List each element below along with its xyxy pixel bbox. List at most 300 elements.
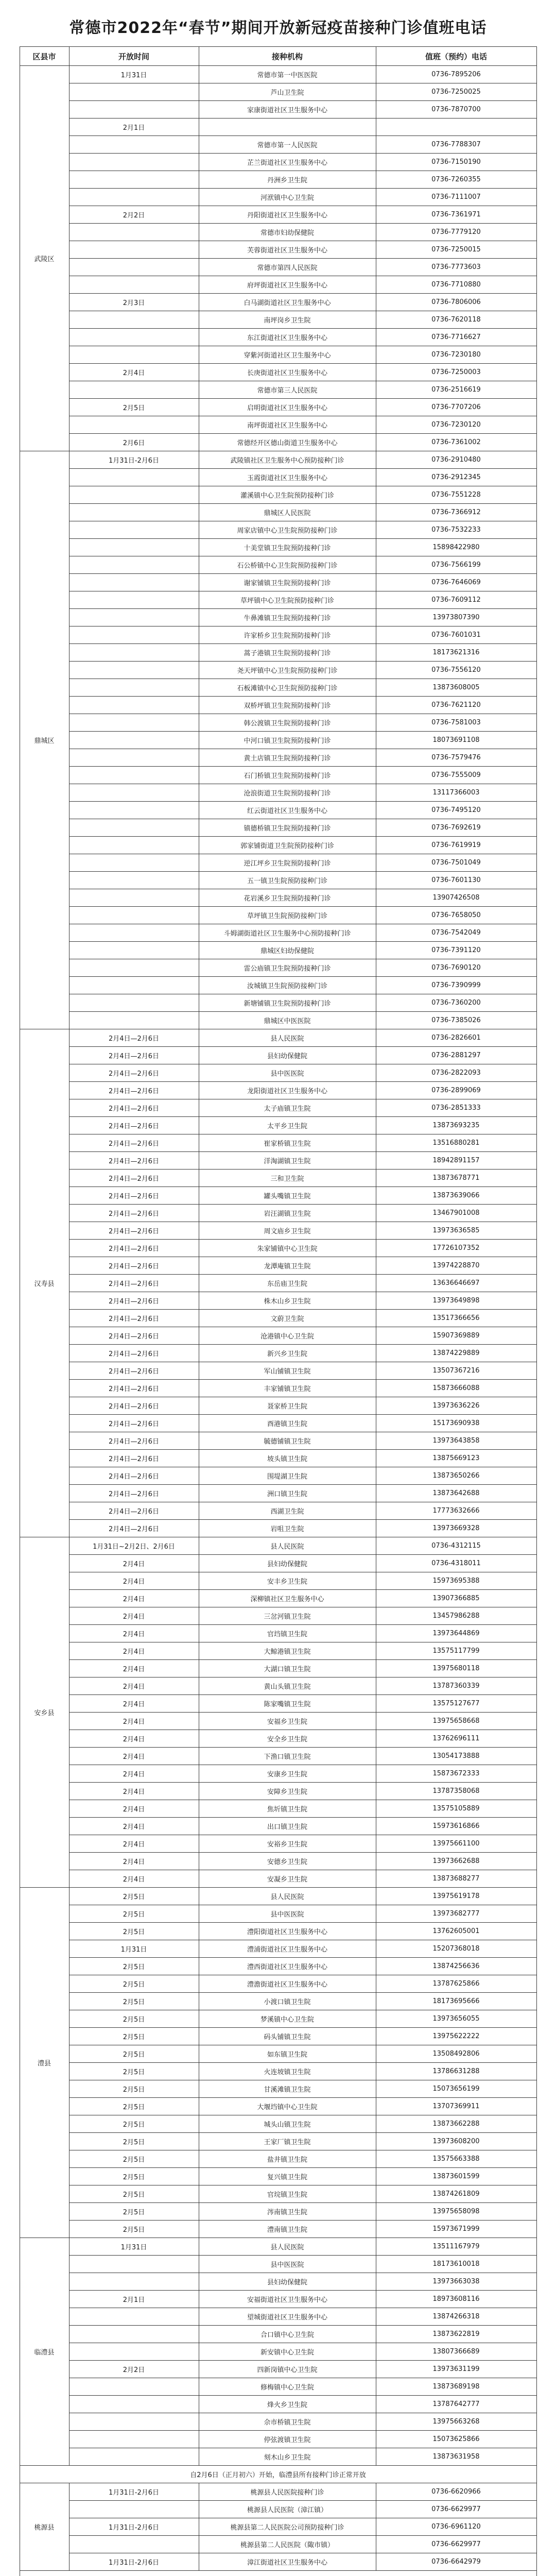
open-time: 2月4日—2月6日 (69, 1064, 199, 1082)
clinic-name: 常德市第四人民医院 (199, 259, 376, 276)
clinic-name: 石门桥镇卫生院预防接种门诊 (199, 767, 376, 784)
open-time: 2月4日—2月6日 (69, 1170, 199, 1187)
clinic-name: 澧澹街道社区卫生服务中心 (199, 1975, 376, 1993)
phone-number: 0736-7230180 (376, 346, 536, 364)
clinic-name: 龙潭庵镇卫生院 (199, 1257, 376, 1275)
open-time (69, 469, 199, 486)
table-row (20, 539, 536, 556)
table-row (20, 2396, 536, 2413)
clinic-name: 西湖卫生院 (199, 1502, 376, 1520)
table-row (20, 1029, 536, 1047)
clinic-name: 东岳庙卫生院 (199, 1275, 376, 1292)
clinic-name: 芦山卫生院 (199, 83, 376, 101)
phone-number: 15207368018 (376, 1940, 536, 1958)
clinic-name: 焦圻镇卫生院 (199, 1800, 376, 1818)
phone-number: 0736-7707206 (376, 399, 536, 416)
phone-number: 0736-7250025 (376, 83, 536, 101)
open-time (69, 2343, 199, 2361)
phone-number: 0736-7250015 (376, 241, 536, 259)
table-row (20, 1888, 536, 1905)
table-row (20, 2168, 536, 2185)
table-row (20, 591, 536, 609)
table-row (20, 399, 536, 416)
clinic-name: 草坪镇卫生院预防接种门诊 (199, 907, 376, 924)
phone-number: 0736-7532233 (376, 521, 536, 539)
table-row (20, 2448, 536, 2466)
phone-number: 0736-7710880 (376, 276, 536, 294)
open-time (69, 2308, 199, 2326)
phone-number: 13467901008 (376, 1205, 536, 1222)
open-time: 2月4日—2月6日 (69, 1310, 199, 1327)
table-row (20, 1730, 536, 1748)
table-row (20, 1993, 536, 2010)
clinic-name: 洲口镇卫生院 (199, 1485, 376, 1502)
phone-number: 0736-7366912 (376, 504, 536, 521)
table-row (20, 574, 536, 591)
phone-number: 13575117799 (376, 1642, 536, 1660)
table-row (20, 1134, 536, 1152)
open-time (69, 2273, 199, 2291)
table-row (20, 2378, 536, 2396)
phone-number: 0736-2881297 (376, 1047, 536, 1064)
note-text (20, 2571, 536, 2576)
clinic-name: 石公桥镇中心卫生院预防接种门诊 (199, 556, 376, 574)
phone-number: 13507367216 (376, 1362, 536, 1380)
open-time (69, 241, 199, 259)
open-time: 2月4日 (69, 1642, 199, 1660)
clinic-name: 雷公庙镇卫生院预防接种门诊 (199, 959, 376, 977)
open-time: 2月4日 (69, 1818, 199, 1835)
table-row (20, 416, 536, 434)
clinic-name: 安裕乡卫生院 (199, 1835, 376, 1853)
clinic-name: 常德市第一人民医院 (199, 136, 376, 154)
phone-number: 15173690938 (376, 1415, 536, 1432)
open-time: 2月4日—2月6日 (69, 1275, 199, 1292)
table-row (20, 1870, 536, 1888)
phone-number: 13975658668 (376, 1713, 536, 1730)
table-row (20, 2501, 536, 2518)
phone-number: 15973695388 (376, 1572, 536, 1590)
table-row (20, 2536, 536, 2553)
clinic-name: 许家桥乡卫生院预防接种门诊 (199, 626, 376, 644)
phone-number: 0736-7601031 (376, 626, 536, 644)
phone-number: 13975622222 (376, 2028, 536, 2045)
clinic-name: 常德市妇幼保健院 (199, 224, 376, 241)
open-time (69, 907, 199, 924)
clinic-name: 大堰垱镇中心卫生院 (199, 2098, 376, 2115)
open-time (69, 942, 199, 959)
phone-number: 0736-7390999 (376, 977, 536, 994)
open-time: 2月4日—2月6日 (69, 1257, 199, 1275)
open-time: 1月31日~2月2日、2月6日 (69, 1537, 199, 1555)
clinic-name: 大鲸港镇卫生院 (199, 1642, 376, 1660)
table-row (20, 2413, 536, 2431)
table-row (20, 1450, 536, 1467)
phone-number: 0736-7609112 (376, 591, 536, 609)
table-row (20, 1502, 536, 1520)
open-time (69, 714, 199, 732)
open-time: 2月4日—2月6日 (69, 1082, 199, 1099)
open-time: 2月4日—2月6日 (69, 1485, 199, 1502)
table-row (20, 1047, 536, 1064)
open-time: 2月2日 (69, 2361, 199, 2378)
phone-number: 15973616866 (376, 1818, 536, 1835)
district-name: 临澧县 (20, 2238, 69, 2466)
table-row (20, 1467, 536, 1485)
clinic-name: 三岔河镇卫生院 (199, 1607, 376, 1625)
open-time: 2月5日 (69, 2028, 199, 2045)
table-row (20, 1677, 536, 1695)
phone-number: 13787360339 (376, 1677, 536, 1695)
clinic-name: 镇德桥镇卫生院预防接种门诊 (199, 819, 376, 837)
phone-number: 13636646697 (376, 1275, 536, 1292)
phone-number: 13873662288 (376, 2115, 536, 2133)
district-name: 澧县 (20, 1888, 69, 2238)
phone-number: 0736-7250003 (376, 364, 536, 381)
clinic-name: 深柳镇社区卫生服务中心 (199, 1590, 376, 1607)
phone-number: 0736-7230120 (376, 416, 536, 434)
phone-number: 18173621316 (376, 644, 536, 662)
table-row (20, 1905, 536, 1923)
table-row (20, 1012, 536, 1029)
table-row (20, 241, 536, 259)
clinic-name: 梦溪镇中心卫生院 (199, 2010, 376, 2028)
phone-number: 13975658098 (376, 2203, 536, 2221)
clinic-name: 澧浦街道社区卫生服务中心 (199, 1940, 376, 1958)
open-time (69, 416, 199, 434)
table-row (20, 714, 536, 732)
table-row (20, 662, 536, 679)
clinic-name: 县妇幼保健院 (199, 1555, 376, 1572)
clinic-name: 如东镇卫生院 (199, 2045, 376, 2063)
open-time (69, 872, 199, 889)
phone-number: 17726107352 (376, 1240, 536, 1257)
open-time: 2月4日 (69, 1800, 199, 1818)
table-row (20, 994, 536, 1012)
table-row (20, 486, 536, 504)
phone-number: 0736-7566199 (376, 556, 536, 574)
table-row (20, 206, 536, 224)
open-time: 2月4日—2月6日 (69, 1205, 199, 1222)
clinic-name: 县中医医院 (199, 1905, 376, 1923)
table-row (20, 2203, 536, 2221)
phone-number: 13907426508 (376, 889, 536, 907)
open-time (69, 679, 199, 697)
phone-number: 0736-6620966 (376, 2483, 536, 2501)
clinic-name: 常德经开区德山街道卫生服务中心 (199, 434, 376, 451)
table-row (20, 1975, 536, 1993)
clinic-name: 佘市桥镇卫生院 (199, 2413, 376, 2431)
phone-number: 0736-7658050 (376, 907, 536, 924)
clinic-name: 新塘铺镇卫生院预防接种门诊 (199, 994, 376, 1012)
phone-number: 13575105889 (376, 1800, 536, 1818)
open-time: 1月31日 (69, 66, 199, 83)
table-row (20, 2343, 536, 2361)
phone-number: 13873608005 (376, 679, 536, 697)
phone-number: 13973662688 (376, 1853, 536, 1870)
clinic-name: 东江街道社区卫生服务中心 (199, 329, 376, 346)
clinic-name: 斗姆湖街道社区卫生服务中心预防接种门诊 (199, 924, 376, 942)
open-time (69, 539, 199, 556)
table-row (20, 2308, 536, 2326)
clinic-name: 望城街道社区卫生服务中心 (199, 2308, 376, 2326)
clinic-name: 谢家铺镇卫生院预防接种门诊 (199, 574, 376, 591)
clinic-name: 芙蓉街道社区卫生服务中心 (199, 241, 376, 259)
open-time: 2月4日 (69, 1853, 199, 1870)
clinic-name: 坡头镇卫生院 (199, 1450, 376, 1467)
table-row (20, 977, 536, 994)
open-time: 2月4日 (69, 1677, 199, 1695)
open-time: 2月5日 (69, 2150, 199, 2168)
open-time (69, 504, 199, 521)
phone-number: 0736-2910480 (376, 451, 536, 469)
open-time (69, 697, 199, 714)
table-row (20, 1187, 536, 1205)
open-time: 2月4日 (69, 1748, 199, 1765)
phone-number: 0736-7690120 (376, 959, 536, 977)
table-row (20, 1695, 536, 1713)
open-time (69, 171, 199, 189)
clinic-name: 三和卫生院 (199, 1170, 376, 1187)
table-row (20, 1642, 536, 1660)
open-time: 1月31日 (69, 1940, 199, 1958)
table-row (20, 83, 536, 101)
note-row (20, 2466, 536, 2483)
open-time (69, 977, 199, 994)
clinic-name: 文蔚卫生院 (199, 1310, 376, 1327)
district-name: 武陵区 (20, 66, 69, 451)
open-time: 2月2日 (69, 206, 199, 224)
table-row (20, 1923, 536, 1940)
open-time: 2月4日—2月6日 (69, 1415, 199, 1432)
open-time (69, 154, 199, 171)
table-row (20, 154, 536, 171)
phone-number: 0736-7501049 (376, 854, 536, 872)
table-row (20, 767, 536, 784)
phone-number: 18073691108 (376, 732, 536, 749)
phone-number: 13511167979 (376, 2238, 536, 2256)
clinic-name: 甘溪滩镇卫生院 (199, 2080, 376, 2098)
phone-number: 13873601599 (376, 2168, 536, 2185)
clinic-name: 崔家桥镇卫生院 (199, 1134, 376, 1152)
clinic-name: 蒿子港镇卫生院预防接种门诊 (199, 644, 376, 662)
phone-number: 13975680118 (376, 1660, 536, 1677)
clinic-name: 修梅镇中心卫生院 (199, 2378, 376, 2396)
clinic-name: 县人民医院 (199, 2238, 376, 2256)
phone-number: 0736-7260355 (376, 171, 536, 189)
clinic-name: 逆江坪乡卫生院预防接种门诊 (199, 854, 376, 872)
phone-number: 0736-6642979 (376, 2553, 536, 2571)
phone-number: 13873678771 (376, 1170, 536, 1187)
open-time: 2月4日—2月6日 (69, 1222, 199, 1240)
open-time: 2月4日 (69, 1590, 199, 1607)
clinic-name: 韩公渡镇卫生院预防接种门诊 (199, 714, 376, 732)
clinic-name: 丹阳街道社区卫生服务中心 (199, 206, 376, 224)
table-row (20, 1415, 536, 1432)
phone-number: 0736-7360200 (376, 994, 536, 1012)
phone-number: 0736-6961120 (376, 2518, 536, 2536)
open-time: 2月4日 (69, 1765, 199, 1783)
phone-number: 13873642688 (376, 1485, 536, 1502)
clinic-name: 丹洲乡卫生院 (199, 171, 376, 189)
phone-number: 0736-2899069 (376, 1082, 536, 1099)
table-row (20, 1940, 536, 1958)
table-row (20, 294, 536, 311)
phone-number: 0736-7601130 (376, 872, 536, 889)
open-time (69, 224, 199, 241)
open-time (69, 2378, 199, 2396)
clinic-name: 汝城镇卫生院预防接种门诊 (199, 977, 376, 994)
clinic-name: 桃源县第二人民医院（陬市镇） (199, 2536, 376, 2553)
clinic-name: 牛鼻滩镇卫生院预防接种门诊 (199, 609, 376, 626)
phone-number: 13787625866 (376, 1975, 536, 1993)
clinic-name: 穿紫河街道社区卫生服务中心 (199, 346, 376, 364)
table-row (20, 1958, 536, 1975)
open-time (69, 749, 199, 767)
open-time (69, 644, 199, 662)
table-row (20, 854, 536, 872)
table-row (20, 907, 536, 924)
open-time: 2月4日 (69, 1783, 199, 1800)
phone-number: 0736-7773603 (376, 259, 536, 276)
phone-number: 13975663268 (376, 2413, 536, 2431)
open-time: 2月4日—2月6日 (69, 1152, 199, 1170)
table-row (20, 311, 536, 329)
clinic-name: 安福街道社区卫生服务中心 (199, 2291, 376, 2308)
table-row (20, 2238, 536, 2256)
phone-number: 0736-7579476 (376, 749, 536, 767)
clinic-name: 安凝乡卫生院 (199, 1870, 376, 1888)
phone-number: 13117366003 (376, 784, 536, 802)
phone-number: 13973663038 (376, 2273, 536, 2291)
clinic-name: 新安镇中心卫生院 (199, 2343, 376, 2361)
table-row (20, 469, 536, 486)
table-row (20, 1660, 536, 1677)
phone-number: 15973671999 (376, 2221, 536, 2238)
clinic-name: 王家厂镇卫生院 (199, 2133, 376, 2150)
open-time: 2月4日—2月6日 (69, 1134, 199, 1152)
open-time: 2月4日 (69, 1607, 199, 1625)
phone-number: 0736-7385026 (376, 1012, 536, 1029)
open-time: 2月4日 (69, 1660, 199, 1677)
open-time: 2月4日—2月6日 (69, 1029, 199, 1047)
open-time: 2月4日—2月6日 (69, 1380, 199, 1397)
table-row (20, 1310, 536, 1327)
open-time: 2月5日 (69, 2185, 199, 2203)
clinic-name: 丰家铺镇卫生院 (199, 1380, 376, 1397)
open-time: 2月1日 (69, 118, 199, 136)
open-time: 2月4日—2月6日 (69, 1047, 199, 1064)
clinic-name: 涔南镇卫生院 (199, 2203, 376, 2221)
phone-number: 13874261809 (376, 2185, 536, 2203)
note-text: 自2月6日（正月初六）开始，临澧县所有接种门诊正常开放 (20, 2466, 536, 2483)
clinic-name: 十美堂镇卫生院预防接种门诊 (199, 539, 376, 556)
table-row (20, 2010, 536, 2028)
phone-number: 13873622819 (376, 2326, 536, 2343)
open-time: 2月4日—2月6日 (69, 1432, 199, 1450)
clinic-name: 刻木山乡卫生院 (199, 2448, 376, 2466)
clinic-name: 安康乡卫生院 (199, 1765, 376, 1783)
clinic-name: 火连坡镇卫生院 (199, 2063, 376, 2080)
open-time: 2月4日—2月6日 (69, 1327, 199, 1345)
clinic-name: 鼎城区中医医院 (199, 1012, 376, 1029)
clinic-name: 龙阳街道社区卫生服务中心 (199, 1082, 376, 1099)
table-row (20, 1397, 536, 1415)
clinic-name: 军山铺镇卫生院 (199, 1362, 376, 1380)
phone-number: 13874266318 (376, 2308, 536, 2326)
open-time: 2月4日—2月6日 (69, 1187, 199, 1205)
clinic-name: 酉港镇卫生院 (199, 1415, 376, 1432)
open-time: 2月4日 (69, 1713, 199, 1730)
clinic-name: 沧港镇中心卫生院 (199, 1327, 376, 1345)
table-row (20, 346, 536, 364)
clinic-name: 黄山头镇卫生院 (199, 1677, 376, 1695)
table-row (20, 626, 536, 644)
table-body (20, 66, 536, 2576)
phone-number: 13807366689 (376, 2343, 536, 2361)
table-row (20, 1748, 536, 1765)
open-time: 2月1日 (69, 2291, 199, 2308)
phone-number: 13516880281 (376, 1134, 536, 1152)
clinic-name: 安德乡卫生院 (199, 1853, 376, 1870)
table-row (20, 2098, 536, 2115)
table-row (20, 1783, 536, 1800)
table-row (20, 136, 536, 154)
schedule-table (20, 46, 537, 2576)
table-row (20, 2361, 536, 2378)
open-time: 2月4日—2月6日 (69, 1099, 199, 1117)
phone-number: 13874229889 (376, 1345, 536, 1362)
clinic-name: 县妇幼保健院 (199, 1047, 376, 1064)
clinic-name: 合口镇中心卫生院 (199, 2326, 376, 2343)
table-row (20, 1572, 536, 1590)
clinic-name: 周家店镇中心卫生院预防接种门诊 (199, 521, 376, 539)
open-time (69, 329, 199, 346)
open-time: 2月4日—2月6日 (69, 1117, 199, 1134)
phone-number: 0736-7619919 (376, 837, 536, 854)
phone-number: 0736-6629977 (376, 2501, 536, 2518)
table-row (20, 2045, 536, 2063)
phone-number: 18942891157 (376, 1152, 536, 1170)
clinic-name: 常德市第一中医医院 (199, 66, 376, 83)
phone-number: 18173695666 (376, 1993, 536, 2010)
table-row (20, 959, 536, 977)
table-row (20, 1432, 536, 1450)
clinic-name: 南坪街道社区卫生服务中心 (199, 416, 376, 434)
phone-number: 0736-7779120 (376, 224, 536, 241)
phone-number: 13875669123 (376, 1450, 536, 1467)
open-time (69, 2396, 199, 2413)
open-time: 2月6日 (69, 434, 199, 451)
table-row (20, 837, 536, 854)
table-row (20, 1853, 536, 1870)
table-row (20, 732, 536, 749)
phone-number: 13054173888 (376, 1748, 536, 1765)
table-row (20, 434, 536, 451)
open-time (69, 189, 199, 206)
phone-number: 0736-7646069 (376, 574, 536, 591)
district-name: 鼎城区 (20, 451, 69, 1029)
phone-number: 0736-7556120 (376, 662, 536, 679)
phone-number: 13973669328 (376, 1520, 536, 1537)
phone-number: 13457986288 (376, 1607, 536, 1625)
phone-number: 13575663388 (376, 2150, 536, 2168)
open-time: 1月31日-2月6日 (69, 2553, 199, 2571)
open-time (69, 2448, 199, 2466)
table-row (20, 171, 536, 189)
phone-number: 13873689198 (376, 2378, 536, 2396)
clinic-name: 澧南镇卫生院 (199, 2221, 376, 2238)
